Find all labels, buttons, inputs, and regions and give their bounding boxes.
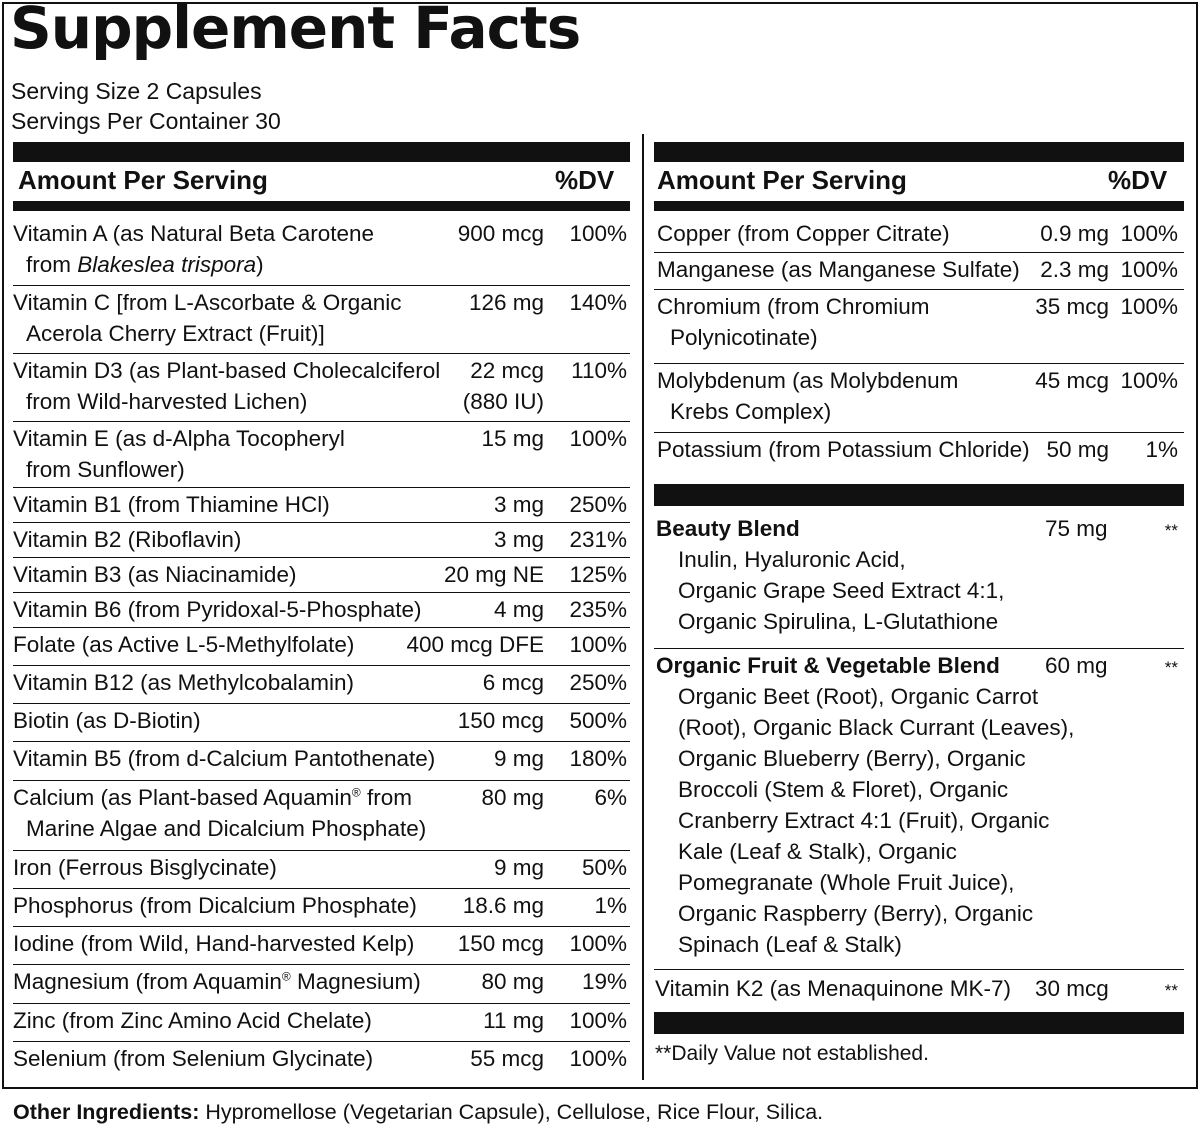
nutrient-name (13, 1043, 373, 1074)
amount-value: 22 mcg (470, 358, 544, 383)
nutrient-name (13, 966, 421, 997)
amount-value: 3 mg (493, 492, 544, 517)
right-thick-bar (654, 142, 1184, 162)
nutrient-row-k2 (654, 972, 1184, 1010)
registered-mark: ® (351, 785, 361, 800)
nutrient-dv: 1% (594, 893, 627, 918)
blend-amount: 60 mg (1045, 653, 1108, 678)
nutrient-name (657, 365, 958, 427)
nutrient-row (13, 523, 630, 558)
amount-value: 20 mg NE (443, 562, 544, 587)
nutrient-name-line1: Folate (as Active L-5-Methylfolate) (13, 632, 355, 657)
nutrient-name (13, 524, 241, 555)
nutrient-amount (463, 355, 544, 417)
amount-value: 4 mg (493, 597, 544, 622)
nutrient-row (13, 558, 630, 593)
amount-value: 150 mcg (457, 931, 544, 956)
nutrient-amount (463, 890, 544, 921)
right-header-amount: Amount Per Serving (657, 165, 907, 195)
nutrient-name-line1: Vitamin B3 (as Niacinamide) (13, 562, 297, 587)
panel-title: Supplement Facts (10, 0, 581, 62)
blend-thick-bar (654, 484, 1184, 506)
nutrient-row (13, 1042, 630, 1078)
nutrient-name (657, 254, 1020, 285)
nutrient-amount (470, 1043, 544, 1074)
amount-value: 150 mcg (457, 708, 544, 733)
nutrient-amount (494, 852, 544, 883)
amount-value: 18.6 mg (462, 893, 544, 918)
blend-ingredient-line: Spinach (Leaf & Stalk) (678, 932, 902, 957)
nutrient-name-line1: Selenium (from Selenium Glycinate) (13, 1046, 374, 1071)
nutrient-name-line1: Vitamin B1 (from Thiamine HCl) (13, 492, 330, 517)
nutrient-amount (494, 524, 544, 555)
nutrient-dv: 500% (569, 708, 627, 733)
nutrient-name (13, 743, 435, 774)
nutrient-name (13, 667, 354, 698)
daily-value-footnote: **Daily Value not established. (655, 1042, 929, 1065)
nutrient-row (13, 286, 630, 354)
nutrient-row (13, 704, 630, 742)
nutrient-dv: 140% (569, 290, 627, 315)
nutrient-name (657, 434, 1030, 465)
nutrient-name-line1: Molybdenum (as Molybdenum (657, 368, 959, 393)
nutrient-dv: 19% (581, 969, 627, 994)
nutrient-name (13, 594, 422, 625)
amount-value: 9 mg (493, 746, 544, 771)
nutrient-name-line2 (13, 249, 374, 280)
nutrient-name (13, 218, 374, 280)
blend-title: Beauty Blend (656, 516, 800, 541)
nutrient-name-line1: Vitamin C [from L-Ascorbate & Organic (13, 290, 402, 315)
nutrient-name-line2: from Sunflower) (26, 457, 185, 482)
blend-ingredient-line: Organic Blueberry (Berry), Organic (678, 746, 1026, 771)
blend-ingredient-line: Organic Grape Seed Extract 4:1, (678, 578, 1005, 603)
nutrient-name (13, 782, 426, 844)
nutrient-row (13, 354, 630, 422)
nutrient-row (13, 1004, 630, 1042)
amount-value: 3 mg (493, 527, 544, 552)
nutrient-dv: 180% (569, 746, 627, 771)
nutrient-name (657, 218, 950, 249)
nutrient-name (13, 489, 330, 520)
nutrient-name-line1: Zinc (from Zinc Amino Acid Chelate) (13, 1008, 372, 1033)
nutrient-dv: 6% (594, 785, 627, 810)
other-ingredients-label: Other Ingredients: (13, 1100, 200, 1124)
blend-ingredients (656, 544, 1004, 637)
left-header-dv: %DV (555, 165, 615, 195)
amount-value: 400 mcg DFE (406, 632, 544, 657)
nutrient-dv: 100% (1120, 221, 1178, 246)
amount-value: 55 mcg (470, 1046, 544, 1071)
nutrient-dv: 100% (569, 632, 627, 657)
nutrient-name-line1: Vitamin B5 (from d-Calcium Pantothenate) (13, 746, 436, 771)
blend-ingredient-line: Cranberry Extract 4:1 (Fruit), Organic (678, 808, 1050, 833)
blend-ingredient-line: Broccoli (Stem & Floret), Organic (678, 777, 1009, 802)
nutrient-dv: 100% (569, 1008, 627, 1033)
nutrient-name-line1: Vitamin D3 (as Plant-based Cholecalciferol (13, 358, 441, 383)
nutrient-dv: 235% (569, 597, 627, 622)
nutrient-name-line1: Vitamin A (as Natural Beta Carotene (13, 221, 375, 246)
blend-ingredient-line: Kale (Leaf & Stalk), Organic (678, 839, 957, 864)
blend-name-block (656, 513, 1004, 637)
left-thick-bar (13, 142, 630, 162)
amount-value: 900 mcg (457, 221, 544, 246)
nutrient-dv: 100% (569, 1046, 627, 1071)
blend-row (654, 512, 1184, 649)
nutrient-name: Vitamin K2 (as Menaquinone MK-7) (655, 976, 1012, 1001)
nutrient-row (13, 593, 630, 628)
nutrient-row (654, 217, 1184, 253)
nutrient-amount (406, 629, 544, 660)
amount-value: 80 mg (481, 969, 544, 994)
nutrient-amount: 45 mcg (1035, 368, 1109, 393)
nutrient-name (13, 423, 345, 485)
nutrient-name-line1: Phosphorus (from Dicalcium Phosphate) (13, 893, 417, 918)
nutrient-amount (494, 743, 544, 774)
nutrient-amount: 35 mcg (1035, 294, 1109, 319)
nutrient-row (13, 965, 630, 1004)
nutrient-row (654, 290, 1184, 364)
nutrient-name-part: ) (256, 252, 264, 277)
nutrient-name-line1: Vitamin B12 (as Methylcobalamin) (13, 670, 354, 695)
nutrient-row (13, 742, 630, 781)
nutrient-name-line1: Potassium (from Potassium Chloride) (657, 437, 1030, 462)
nutrient-name-line2: Krebs Complex) (670, 399, 832, 424)
amount-value: 11 mg (483, 1008, 544, 1033)
nutrient-amount (481, 782, 544, 813)
nutrient-name-line2: Marine Algae and Dicalcium Phosphate) (26, 816, 427, 841)
nutrient-name-part: Magnesium (from Aquamin (13, 969, 282, 994)
nutrient-amount (481, 423, 544, 454)
nutrient-name-line1: Biotin (as D-Biotin) (13, 708, 201, 733)
nutrient-name-line1: Chromium (from Chromium (657, 294, 930, 319)
blend-ingredient-line: Pomegranate (Whole Fruit Juice), (678, 870, 1015, 895)
nutrient-name-line1: Copper (from Copper Citrate) (657, 221, 950, 246)
nutrient-dv: 231% (569, 527, 627, 552)
amount-value-iu: (880 IU) (462, 389, 544, 414)
left-header-amount: Amount Per Serving (18, 165, 268, 195)
nutrient-amount (458, 705, 544, 736)
nutrient-name-part: Magnesium) (290, 969, 421, 994)
column-divider (642, 134, 644, 1080)
amount-value: 6 mcg (482, 670, 544, 695)
nutrient-name (13, 559, 296, 590)
registered-mark: ® (281, 969, 291, 984)
amount-value: 9 mg (493, 855, 544, 880)
nutrient-name-line2: Polynicotinate) (670, 325, 818, 350)
nutrient-dv: 1% (1145, 437, 1178, 462)
nutrient-name-line2: Acerola Cherry Extract (Fruit)] (26, 321, 325, 346)
nutrient-amount (494, 594, 544, 625)
blend-ingredients (656, 681, 1074, 960)
other-ingredients-list: Hypromellose (Vegetarian Capsule), Cellulose, Rice Flour, Silica. (199, 1100, 824, 1124)
nutrient-name (13, 287, 401, 349)
right-header-dv: %DV (1108, 165, 1168, 195)
other-ingredients (13, 1100, 823, 1125)
nutrient-name (13, 852, 277, 883)
nutrient-row (13, 851, 630, 889)
nutrient-dv: 250% (569, 670, 627, 695)
nutrient-name (13, 890, 417, 921)
nutrient-row (654, 364, 1184, 433)
blend-amount: 75 mg (1045, 516, 1108, 541)
nutrient-amount (494, 489, 544, 520)
nutrient-row (13, 889, 630, 927)
blend-ingredient-line: (Root), Organic Black Currant (Leaves), (678, 715, 1075, 740)
nutrient-dv: 100% (569, 931, 627, 956)
nutrient-name (13, 1005, 372, 1036)
nutrient-dv: 100% (1120, 294, 1178, 319)
blend-name-block (656, 650, 1074, 960)
nutrient-amount (483, 1005, 544, 1036)
blend-dv: ** (1164, 521, 1178, 540)
nutrient-row (654, 433, 1184, 469)
nutrient-dv: 100% (569, 426, 627, 451)
amount-value: 80 mg (481, 785, 544, 810)
nutrient-name-part: from (360, 785, 413, 810)
nutrient-amount (458, 218, 544, 249)
nutrient-dv: 125% (569, 562, 627, 587)
nutrient-name-line1: Manganese (as Manganese Sulfate) (657, 257, 1020, 282)
nutrient-row (13, 488, 630, 523)
species-name: Blakeslea trispora (77, 252, 257, 277)
nutrient-dv: 250% (569, 492, 627, 517)
nutrient-name-line1: Vitamin E (as d-Alpha Tocopheryl (13, 426, 345, 451)
nutrient-amount: 2.3 mg (1040, 257, 1109, 282)
nutrient-name-line2: from Wild-harvested Lichen) (26, 389, 308, 414)
nutrient-name-line1: Vitamin B2 (Riboflavin) (13, 527, 242, 552)
nutrient-name-part: from (26, 252, 78, 277)
serving-size: Serving Size 2 Capsules (11, 78, 262, 104)
blend-dv: ** (1164, 658, 1178, 677)
nutrient-amount: 30 mcg (1035, 976, 1109, 1001)
amount-value: 126 mg (468, 290, 544, 315)
nutrient-amount (458, 928, 544, 959)
nutrient-row (13, 781, 630, 851)
nutrient-name-line1: Iron (Ferrous Bisglycinate) (13, 855, 277, 880)
right-header-bar (654, 201, 1184, 211)
bottom-thick-bar (654, 1012, 1184, 1034)
nutrient-dv: 100% (1120, 368, 1178, 393)
nutrient-row (13, 927, 630, 965)
nutrient-row (13, 422, 630, 488)
nutrient-amount (483, 667, 544, 698)
nutrient-name-line1: Iodine (from Wild, Hand-harvested Kelp) (13, 931, 415, 956)
nutrient-name (657, 291, 930, 353)
nutrient-dv: 50% (581, 855, 627, 880)
blend-title: Organic Fruit & Vegetable Blend (656, 653, 1000, 678)
nutrient-name (13, 928, 414, 959)
nutrient-row (654, 253, 1184, 290)
nutrient-name (13, 705, 201, 736)
nutrient-amount: 0.9 mg (1040, 221, 1109, 246)
nutrient-name-line1: Vitamin B6 (from Pyridoxal-5-Phosphate) (13, 597, 422, 622)
nutrient-dv: ** (1164, 981, 1178, 1000)
blend-ingredient-line: Organic Beet (Root), Organic Carrot (678, 684, 1039, 709)
nutrient-dv: 100% (1120, 257, 1178, 282)
nutrient-amount (469, 287, 544, 318)
nutrient-dv: 100% (569, 221, 627, 246)
nutrient-dv: 110% (571, 358, 627, 383)
left-header-bar (13, 201, 630, 211)
nutrient-amount: 50 mg (1046, 437, 1109, 462)
nutrient-amount (444, 559, 544, 590)
nutrient-name (13, 629, 354, 660)
nutrient-name-part: Calcium (as Plant-based Aquamin (13, 785, 352, 810)
blend-ingredient-line: Inulin, Hyaluronic Acid, (678, 547, 906, 572)
servings-per-container: Servings Per Container 30 (11, 108, 281, 134)
nutrient-row (13, 628, 630, 666)
blend-ingredient-line: Organic Raspberry (Berry), Organic (678, 901, 1034, 926)
nutrient-name (13, 355, 440, 417)
nutrient-amount (481, 966, 544, 997)
nutrient-row (13, 666, 630, 704)
blend-row (654, 649, 1184, 970)
amount-value: 15 mg (481, 426, 544, 451)
nutrient-row (13, 217, 630, 286)
blend-ingredient-line: Organic Spirulina, L-Glutathione (678, 609, 999, 634)
